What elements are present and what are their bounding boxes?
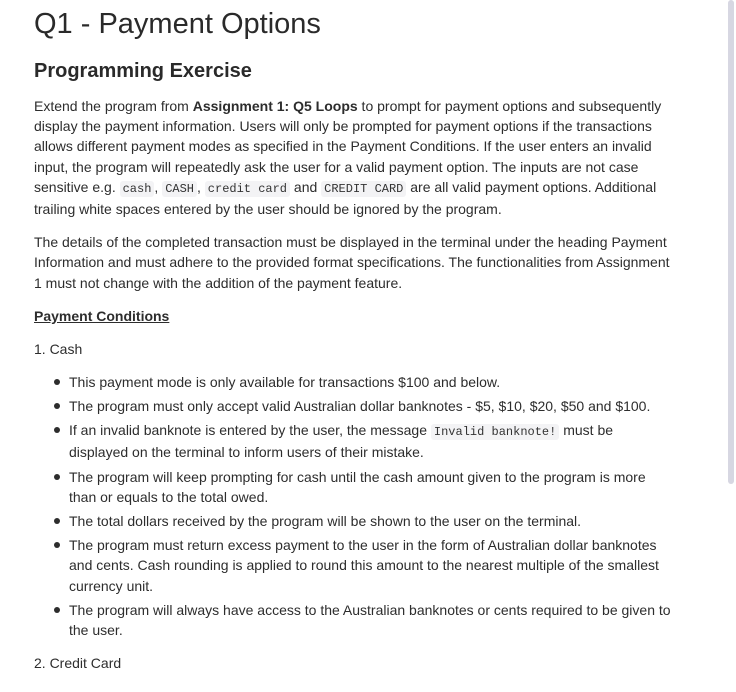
invalid-banknote-text-1: If an invalid banknote is entered by the user, the message: [69, 422, 431, 439]
intro-text-4: are all valid payment options. Additional trailing white spaces entered by the user should be ignored by the program.: [34, 178, 657, 218]
credit-card-label: 2. Credit Card: [34, 655, 122, 672]
section-title: Programming Exercise: [34, 60, 252, 82]
code-cash-upper: CASH: [162, 181, 197, 197]
intro-paragraph: [34, 96, 674, 219]
code-cash-lower: cash: [120, 181, 155, 197]
cash-conditions-list: [34, 372, 674, 640]
separator-2: ,: [197, 178, 205, 195]
intro-text-1: Extend the program from: [34, 98, 193, 114]
list-item: The program will always have access to the Australian banknotes or cents required to be given to the user.: [69, 600, 674, 640]
page-title: Q1 - Payment Options: [34, 8, 321, 40]
invalid-banknote-text-2: must be displayed on the terminal to inform users of their mistake.: [69, 422, 614, 461]
list-item: The program must only accept valid Australian dollar banknotes - $5, $10, $20, $50 and $100.: [69, 396, 674, 416]
code-invalid-banknote: Invalid banknote!: [431, 424, 559, 440]
list-item: [69, 420, 674, 462]
scrollbar[interactable]: [728, 0, 734, 484]
code-credit-card-lower: credit card: [205, 181, 290, 197]
assignment-reference: Assignment 1: Q5 Loops: [192, 98, 358, 114]
intro-text-2: to prompt for payment options and subsequently display the payment information. Users will only be prompted for payment options if the transactions allows different payment modes as specified in the Payment Conditions. If the user enters an invalid input, the program will repeatedly ask the user for a valid payment option. The inputs are not case sensitive e.g.: [34, 98, 662, 195]
details-paragraph: The details of the completed transaction must be displayed in the terminal under the heading Payment Information and must adhere to the provided format specifications. The functionalities from Assignment 1 must not change with the addition of the payment feature.: [34, 234, 670, 291]
code-credit-card-upper: CREDIT CARD: [321, 181, 406, 197]
cash-label: 1. Cash: [34, 340, 83, 357]
list-item: The total dollars received by the program will be shown to the user on the terminal.: [69, 511, 674, 531]
separator-1: ,: [154, 178, 163, 195]
intro-text-3: and: [290, 178, 322, 195]
list-item: The program must return excess payment to the user in the form of Australian dollar banknotes and cents. Cash rounding is applied to round this amount to the nearest multiple of the smallest currency unit.: [69, 535, 674, 596]
list-item: This payment mode is only available for transactions $100 and below.: [69, 372, 674, 392]
payment-conditions-heading: Payment Conditions: [34, 307, 170, 324]
list-item: The program will keep prompting for cash until the cash amount given to the program is more than or equals to the total owed.: [69, 467, 674, 507]
document-content: [34, 0, 674, 673]
